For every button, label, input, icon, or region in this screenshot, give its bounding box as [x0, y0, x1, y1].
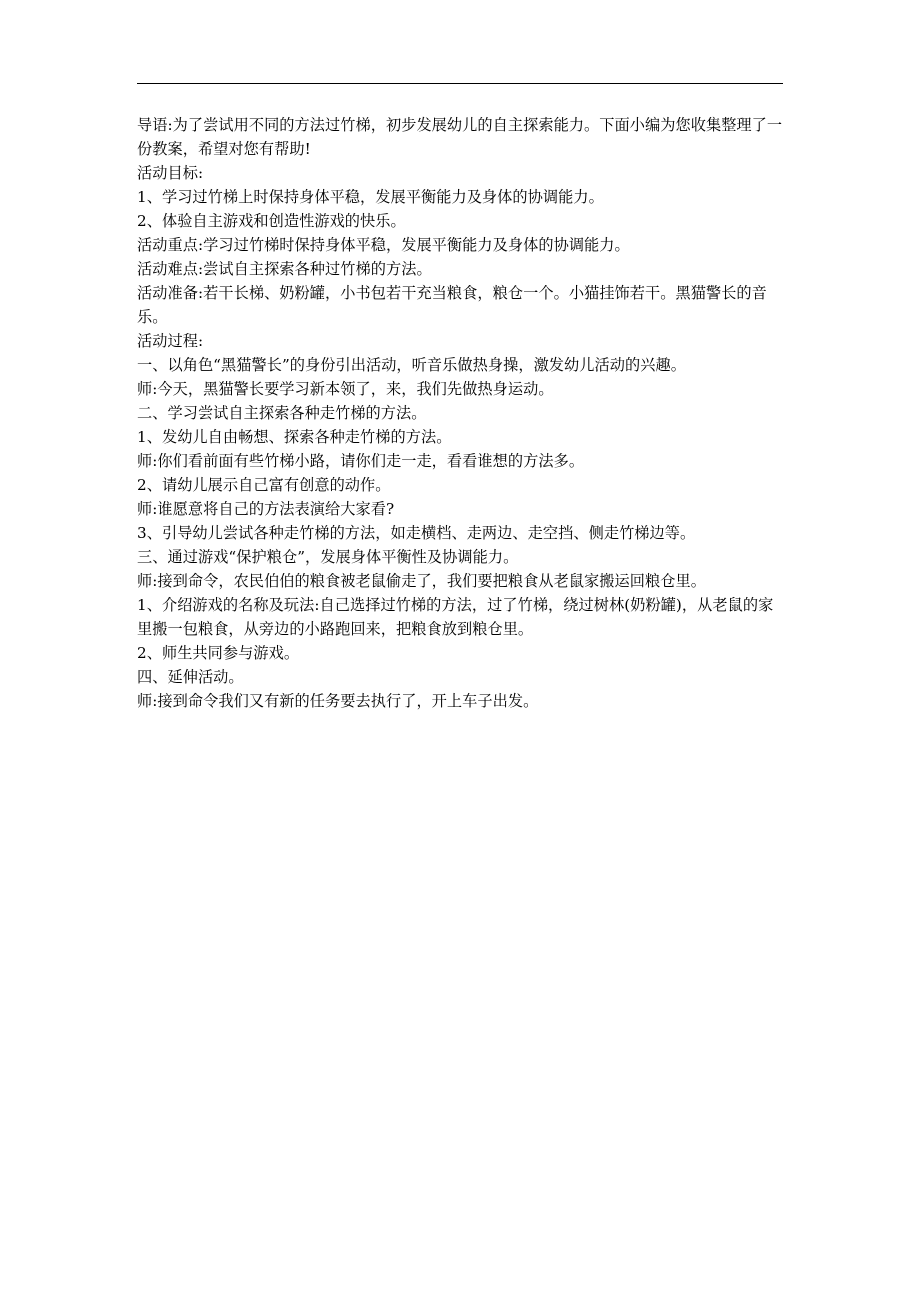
sub-step: 2、请幼儿展示自己富有创意的动作。 [137, 476, 391, 494]
sub-step: 1、发幼儿自由畅想、探索各种走竹梯的方法。 [137, 428, 452, 446]
process-heading: 活动过程: [137, 332, 204, 350]
teacher-line: 师:今天，黑猫警长要学习新本领了，来，我们先做热身运动。 [137, 380, 554, 398]
sub-step: 2、师生共同参与游戏。 [137, 644, 300, 662]
preparation: 活动准备:若干长梯、奶粉罐，小书包若干充当粮食，粮仓一个。小猫挂饰若干。黑猫警长的音乐。 [137, 284, 767, 326]
teacher-line: 师:谁愿意将自己的方法表演给大家看? [137, 500, 395, 518]
sub-step: 3、引导幼儿尝试各种走竹梯的方法，如走横档、走两边、走空挡、侧走竹梯边等。 [137, 524, 696, 542]
document-body [137, 113, 787, 713]
step-heading: 三、通过游戏“保护粮仓”，发展身体平衡性及协调能力。 [137, 548, 519, 566]
teacher-line: 师:接到命令，农民伯伯的粮食被老鼠偷走了，我们要把粮食从老鼠家搬运回粮仓里。 [137, 572, 706, 590]
step-heading: 四、延伸活动。 [137, 668, 244, 686]
difficulty: 活动难点:尝试自主探索各种过竹梯的方法。 [137, 260, 432, 278]
header-rule [137, 83, 783, 84]
step-heading: 一、以角色“黑猫警长”的身份引出活动，听音乐做热身操，激发幼儿活动的兴趣。 [137, 356, 686, 374]
sub-step: 1、介绍游戏的名称及玩法:自己选择过竹梯的方法，过了竹梯，绕过树林(奶粉罐)，从老鼠的家里搬一包粮食，从旁边的小路跑回来，把粮食放到粮仓里。 [137, 596, 774, 638]
objective-item: 2、体验自主游戏和创造性游戏的快乐。 [137, 212, 406, 230]
teacher-line: 师:你们看前面有些竹梯小路，请你们走一走，看看谁想的方法多。 [137, 452, 585, 470]
key-point: 活动重点:学习过竹梯时保持身体平稳，发展平衡能力及身体的协调能力。 [137, 236, 630, 254]
step-heading: 二、学习尝试自主探索各种走竹梯的方法。 [137, 404, 427, 422]
teacher-line: 师:接到命令我们又有新的任务要去执行了，开上车子出发。 [137, 692, 539, 710]
objective-item: 1、学习过竹梯上时保持身体平稳，发展平衡能力及身体的协调能力。 [137, 188, 604, 206]
intro-paragraph: 导语:为了尝试用不同的方法过竹梯，初步发展幼儿的自主探索能力。下面小编为您收集整理了一份教案，希望对您有帮助! [137, 116, 783, 158]
objectives-heading: 活动目标: [137, 164, 204, 182]
